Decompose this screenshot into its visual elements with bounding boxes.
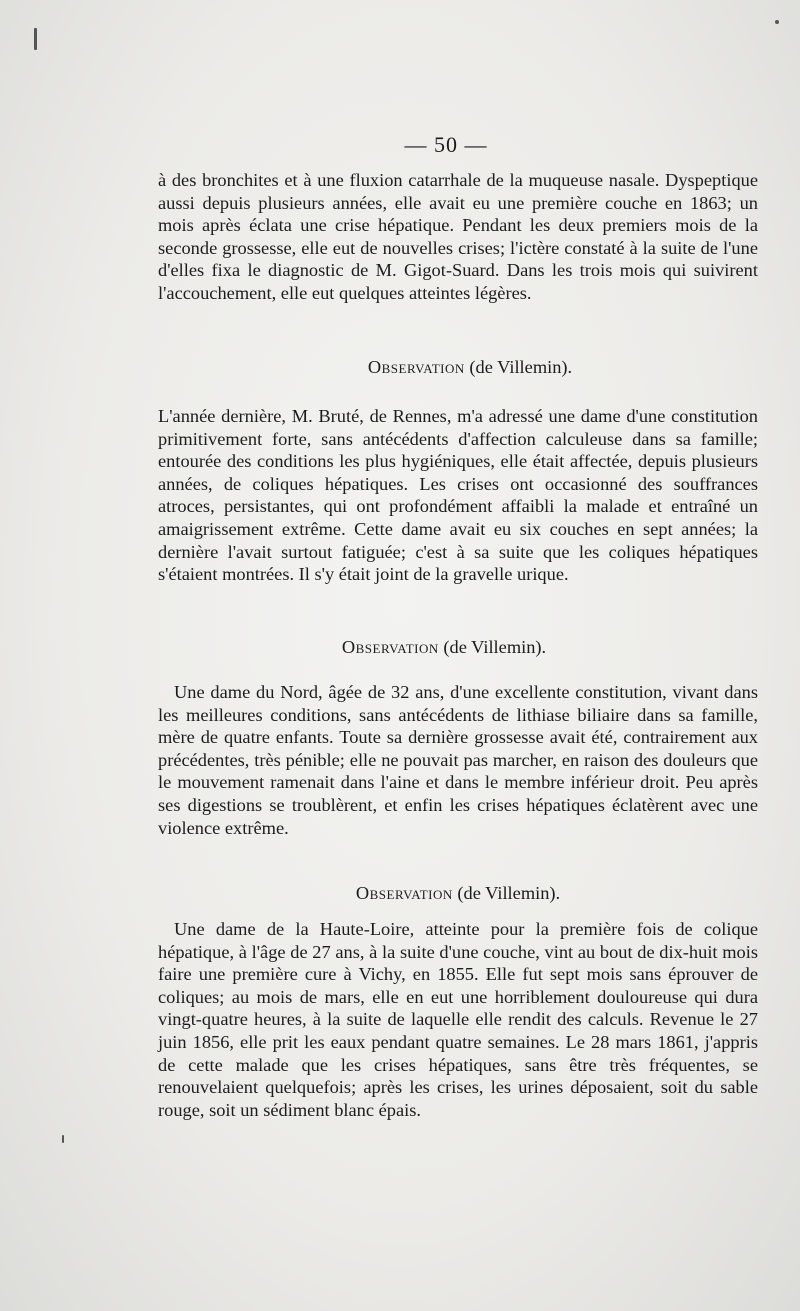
observation-paragraph: [158, 405, 758, 586]
heading-label: Observation: [367, 357, 465, 377]
observation-heading: [70, 356, 800, 378]
paragraph-text: à des bronchites et à une fluxion catarrhale de la muqueuse nasale. Dyspeptique aussi depuis plusieurs années, elle avait eu une première couche en 1863; un mois après éclata une crise hépatique. Pendant les deux premiers mois de la seconde grossesse, elle eut de nouvelles crises; l'ictère constaté à la suite de l'une d'elles fixa le diagnostic de M. Gigot-Suard. Dans les trois mois qui suivirent l'accouchement, elle eut quelques atteintes légères.: [158, 170, 758, 303]
ink-speck: [62, 1135, 64, 1143]
heading-author: (de Villemin).: [469, 357, 573, 377]
heading-label: Observation: [341, 637, 439, 657]
observation-heading: [58, 882, 800, 904]
heading-label: Observation: [355, 883, 453, 903]
paragraph-text: L'année dernière, M. Bruté, de Rennes, m'a adressé une dame d'une constitution primitivement forte, sans antécédents d'affection calculeuse dans sa famille; entourée des conditions les plus hygiéniques, elle était affectée, depuis plusieurs années, de coliques hépatiques. Les crises ont occasionné des souffrances atroces, persistantes, qui ont profondément affaibli la malade et entraîné un amaigrissement extrême. Cette dame avait eu six couches en sept années; la dernière l'avait surtout fatiguée; c'est à sa suite que les coliques hépatiques s'étaient montrées. Il s'y était joint de la gravelle urique.: [158, 406, 758, 585]
observation-paragraph: [158, 918, 758, 1121]
heading-author: (de Villemin).: [457, 883, 561, 903]
heading-author: (de Villemin).: [443, 637, 547, 657]
ink-speck: [775, 20, 779, 24]
paragraph-text: Une dame du Nord, âgée de 32 ans, d'une excellente constitution, vivant dans les meilleures conditions, sans antécédents de lithiase biliaire dans sa famille, mère de quatre enfants. Toute sa dernière grossesse avait été, contrairement aux précédentes, très pénible; elle ne pouvait pas marcher, en raison des douleurs que le mouvement ramenait dans l'aine et dans le membre inférieur droit. Peu après ses digestions se troublèrent, et enfin les crises hépatiques éclatèrent avec une violence extrême.: [158, 682, 758, 838]
intro-paragraph: [158, 169, 758, 305]
paragraph-text: Une dame de la Haute-Loire, atteinte pour la première fois de colique hépatique, à l'âge de 27 ans, à la suite d'une couche, vint au bout de dix-huit mois faire une première cure à Vichy, en 1855. Elle fut sept mois sans éprouver de coliques; au mois de mars, elle en eut une horriblement douloureuse qui dura vingt-quatre heures, à la suite de laquelle elle rendit des calculs. Revenue le 27 juin 1856, elle prit les eaux pendant quatre semaines. Le 28 mars 1861, j'appris de cette malade que les crises hépatiques, sans être très fréquentes, se renouvelaient quelquefois; après les crises, les urines déposaient, soit du sable rouge, soit un sédiment blanc épais.: [158, 919, 758, 1120]
observation-heading: [44, 636, 800, 658]
page-number: — 50 —: [404, 132, 488, 157]
observation-paragraph: [158, 681, 758, 839]
ink-speck: [34, 28, 37, 50]
